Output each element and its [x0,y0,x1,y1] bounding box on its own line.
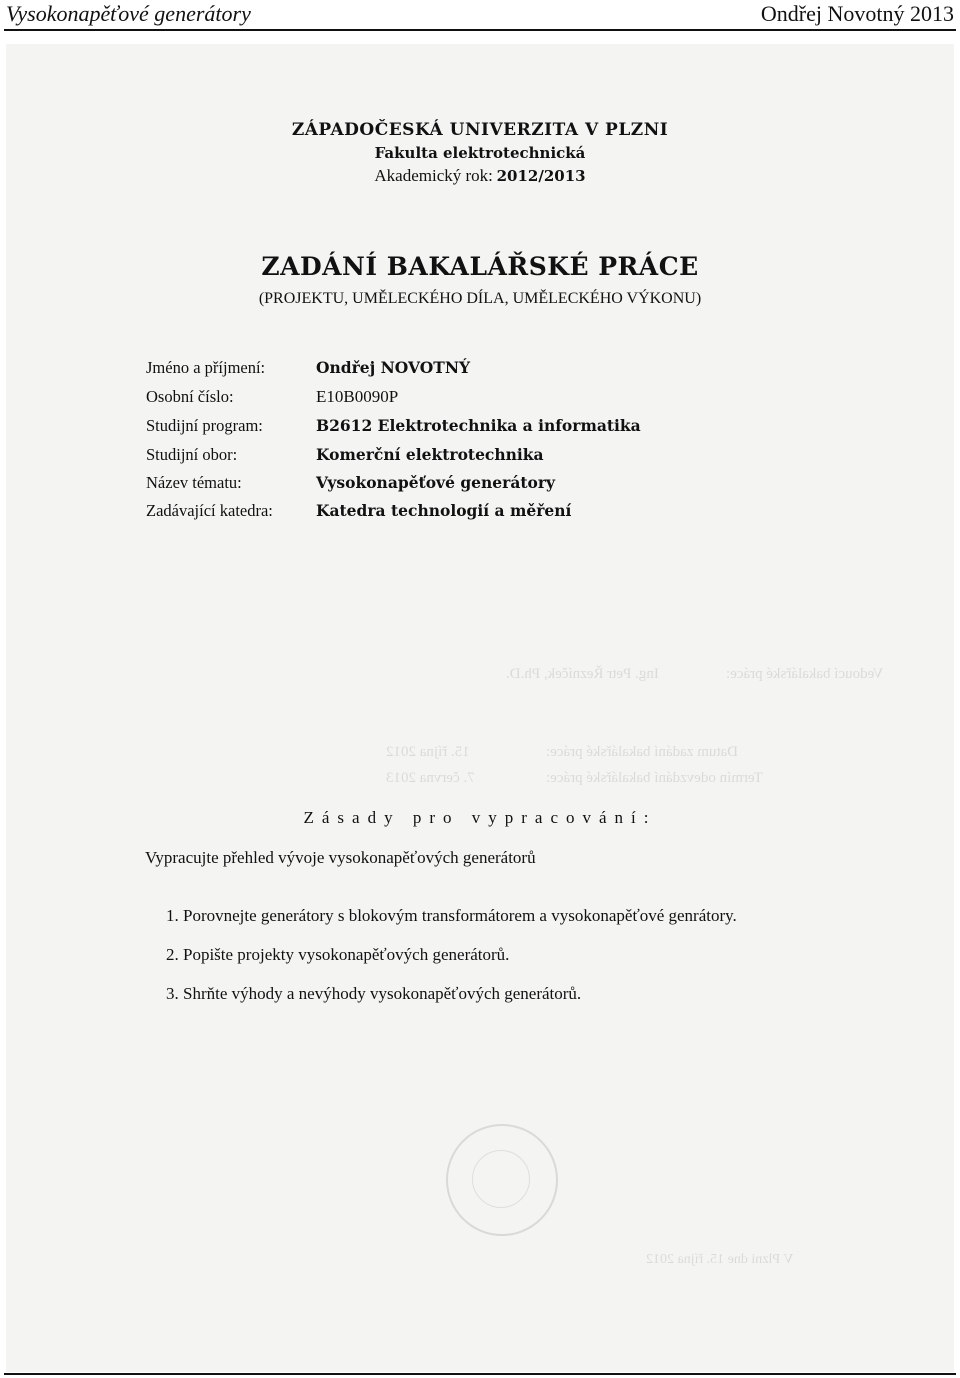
page-header [0,0,960,32]
academic-year [6,166,954,186]
bleed-through-text: V Plzni dne 15. října 2012 [646,1252,794,1267]
bleed-through-text: Termín odevzdání bakalářské práce: [546,770,763,786]
header-rule [4,29,956,31]
bleed-through-text: Ing. Petr Řezníček, Ph.D. [506,666,659,682]
info-label: Osobní číslo: [146,387,234,406]
scanned-page [6,44,954,1372]
faculty-seal [446,1124,558,1236]
info-value: Katedra technologií a měření [316,501,572,520]
info-label: Název tématu: [146,473,242,492]
task-item: 3. Shrňte výhody a nevýhody vysokonapěťových generátorů. [166,984,582,1003]
info-value: Vysokonapěťové generátory [316,473,556,492]
info-label: Studijní program: [146,416,263,435]
academic-year-label: Akademický rok: [374,166,493,185]
document-subtitle: (PROJEKTU, UMĚLECKÉHO DÍLA, UMĚLECKÉHO VÝKONU) [258,290,702,307]
header-author-year: Ondřej Novotný 2013 [760,1,954,26]
bleed-through-text: Datum zadání bakalářské práce: [546,744,738,760]
info-label: Studijní obor: [146,445,238,464]
info-value: E10B0090P [316,387,399,406]
info-value: Komerční elektrotechnika [316,445,544,464]
academic-year-value: 2012/2013 [496,167,586,185]
faculty-name: Fakulta elektrotechnická [374,144,586,162]
info-label: Jméno a příjmení: [146,358,266,377]
bleed-through-text: 7. června 2013 [386,770,475,786]
info-value: Ondřej NOVOTNÝ [316,358,471,377]
bleed-through-text: Vedoucí bakalářské práce: [726,666,884,682]
bottom-rule [4,1373,956,1375]
header-title: Vysokonapěťové generátory [6,1,251,26]
bleed-through-text: 15. října 2012 [386,744,470,760]
seal-emblem [472,1150,530,1208]
info-label: Zadávající katedra: [146,501,273,520]
university-name: ZÁPADOČESKÁ UNIVERZITA V PLZNI [291,120,669,140]
info-value: B2612 Elektrotechnika a informatika [316,416,641,435]
task-item: 1. Porovnejte generátory s blokovým transformátorem a vysokonapěťové genrátory. [166,906,737,925]
document-title: ZADÁNÍ BAKALÁŘSKÉ PRÁCE [261,252,699,281]
principles-heading: Zásady pro vypracování: [303,808,657,827]
principles-intro: Vypracujte přehled vývoje vysokonapěťových generátorů [145,848,536,867]
task-item: 2. Popište projekty vysokonapěťových generátorů. [166,945,510,964]
